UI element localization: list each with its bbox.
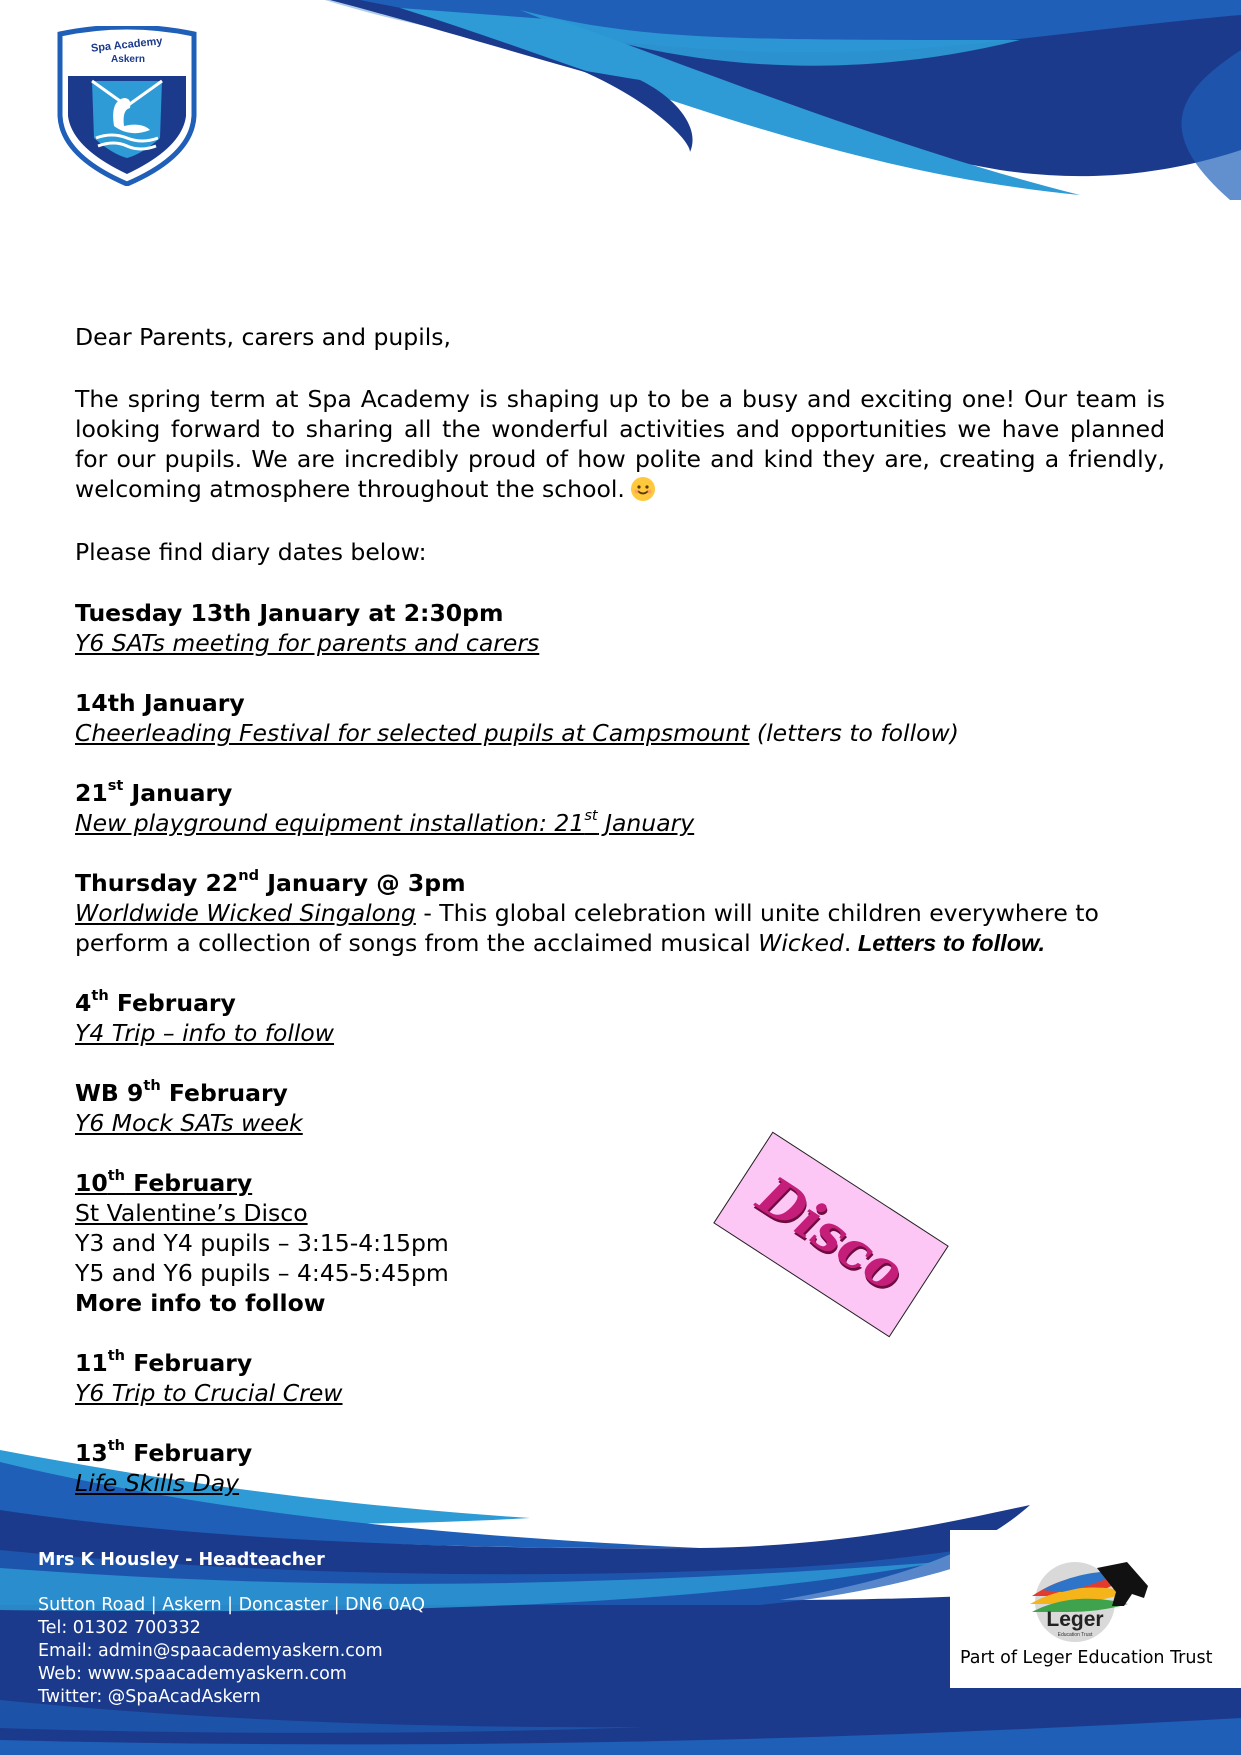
event-title: Y6 Mock SATs week bbox=[75, 1109, 303, 1137]
event-time-2: Y5 and Y6 pupils – 4:45-5:45pm bbox=[75, 1259, 449, 1287]
crest-line2: Askern bbox=[111, 54, 145, 65]
diary-intro: Please find diary dates below: bbox=[75, 538, 427, 566]
event-description: Worldwide Wicked Singalong - This global celebration will unite children everywhere to perform a collection of songs from the acclaimed musical Wicked. Letters to follow. bbox=[75, 899, 1099, 957]
intro-text: The spring term at Spa Academy is shaping up to be a busy and exciting one! Our team is looking forward to sharing all the wonderful activities and opportunities we have planned for our pupils. We are incredibly proud of how polite and kind they are, creating a friendly, welcoming atmosphere throughout the school. bbox=[75, 385, 1165, 503]
event-title: Y4 Trip – info to follow bbox=[75, 1019, 335, 1047]
event-date: 11th February bbox=[75, 1347, 253, 1377]
event-2 bbox=[75, 688, 1165, 748]
leger-trust-logo bbox=[1002, 1556, 1152, 1642]
school-website[interactable]: Web: www.spaacademyaskern.com bbox=[38, 1664, 347, 1684]
event-note: (letters to follow) bbox=[749, 719, 959, 747]
event-time-1: Y3 and Y4 pupils – 3:15-4:15pm bbox=[75, 1229, 449, 1257]
school-crest-logo bbox=[52, 26, 202, 186]
event-9 bbox=[75, 1438, 1165, 1498]
intro-paragraph bbox=[75, 384, 1165, 504]
leger-logo-word: Leger bbox=[1046, 1608, 1104, 1631]
school-twitter[interactable]: Twitter: @SpaAcadAskern bbox=[38, 1687, 261, 1707]
event-more-info: More info to follow bbox=[75, 1289, 326, 1317]
disco-label: Disco bbox=[747, 1165, 915, 1304]
event-6 bbox=[75, 1078, 1165, 1138]
school-phone: Tel: 01302 700332 bbox=[38, 1618, 201, 1638]
smiling-face-icon bbox=[631, 477, 655, 501]
event-3 bbox=[75, 778, 1165, 838]
event-date: 14th January bbox=[75, 689, 245, 717]
event-4 bbox=[75, 868, 1165, 958]
event-date: WB 9th February bbox=[75, 1077, 288, 1107]
leger-logo-sub: Education Trust bbox=[1057, 1632, 1093, 1638]
event-1 bbox=[75, 598, 1165, 658]
event-title: Life Skills Day bbox=[75, 1469, 240, 1497]
disco-ticket-image bbox=[713, 1132, 948, 1338]
trust-caption: Part of Leger Education Trust bbox=[960, 1648, 1213, 1668]
event-8 bbox=[75, 1348, 1165, 1408]
school-address: Sutton Road | Askern | Doncaster | DN6 0AQ bbox=[38, 1595, 425, 1615]
event-date: 4th February bbox=[75, 987, 236, 1017]
event-5 bbox=[75, 988, 1165, 1048]
school-email[interactable]: Email: admin@spaacademyaskern.com bbox=[38, 1641, 383, 1661]
event-title: Y6 Trip to Crucial Crew bbox=[75, 1379, 343, 1407]
event-date: 21st January bbox=[75, 777, 233, 807]
event-date: Thursday 22nd January @ 3pm bbox=[75, 867, 466, 897]
event-title: Cheerleading Festival for selected pupils at Campsmount bbox=[75, 719, 750, 747]
event-date: Tuesday 13th January at 2:30pm bbox=[75, 599, 504, 627]
event-title: St Valentine’s Disco bbox=[75, 1199, 308, 1227]
event-title: New playground equipment installation: 21st January bbox=[75, 807, 695, 837]
crest-line1: Spa Academy bbox=[90, 35, 163, 55]
event-date: 13th February bbox=[75, 1437, 253, 1467]
greeting: Dear Parents, carers and pupils, bbox=[75, 323, 451, 351]
contact-block bbox=[38, 1594, 425, 1709]
headteacher-name: Mrs K Housley - Headteacher bbox=[38, 1550, 325, 1570]
event-7 bbox=[75, 1168, 675, 1318]
event-date: 10th February bbox=[75, 1167, 253, 1197]
event-title: Worldwide Wicked Singalong bbox=[75, 899, 416, 927]
event-title: Y6 SATs meeting for parents and carers bbox=[75, 629, 540, 657]
